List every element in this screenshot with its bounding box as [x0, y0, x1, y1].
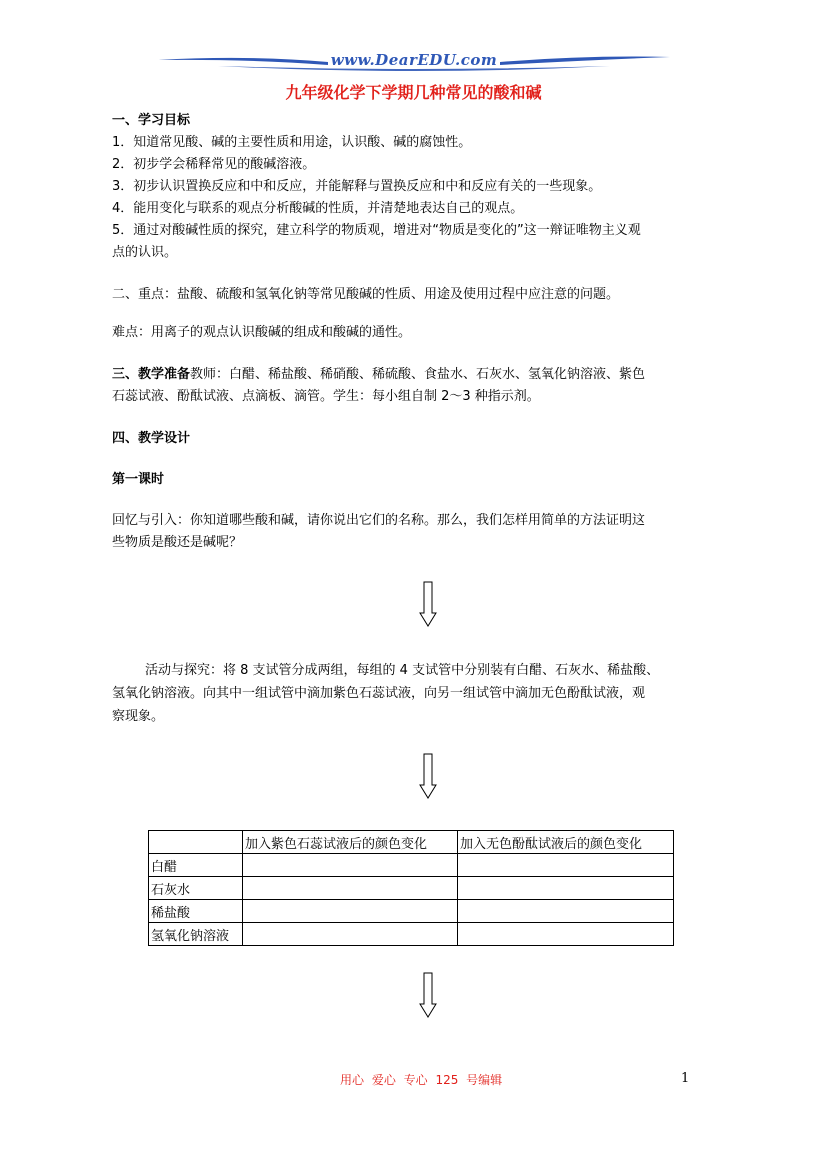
key-points: 二、重点：盐酸、硫酸和氢氧化钠等常见酸碱的性质、用途及使用过程中应注意的问题。 — [112, 287, 620, 302]
prep-heading: 三、教学准备 — [112, 367, 191, 382]
table-cell[interactable] — [458, 900, 674, 923]
intro-line-1: 回忆与引入：你知道哪些酸和碱，请你说出它们的名称。那么，我们怎样用简单的方法证明这 — [112, 513, 646, 528]
table-row — [149, 854, 674, 877]
teaching-prep — [112, 364, 712, 386]
prep-line-2: 石蕊试液、酚酞试液、点滴板、滴管。学生：每小组自制 2～3 种指示剂。 — [112, 389, 540, 404]
activity-line-2: 氢氧化钠溶液。向其中一组试管中滴加紫色石蕊试液，向另一组试管中滴加无色酚酞试液，观 — [112, 686, 646, 701]
row-label: 石灰水 — [149, 877, 243, 900]
table-header-cell — [149, 831, 243, 854]
goal-item-4: 4．能用变化与联系的观点分析酸碱的性质，并清楚地表达自己的观点。 — [112, 201, 524, 216]
design-heading: 四、教学设计 — [112, 431, 191, 446]
goal-item-5-cont: 点的认识。 — [112, 245, 178, 260]
row-label: 白醋 — [149, 854, 243, 877]
observation-table — [148, 830, 674, 946]
footer-slogan: 用心 爱心 专心 125 号编辑 — [340, 1073, 503, 1087]
table-cell[interactable] — [458, 854, 674, 877]
table-cell[interactable] — [458, 877, 674, 900]
site-banner — [158, 50, 670, 76]
down-arrow-icon — [419, 581, 437, 627]
table-cell[interactable] — [243, 854, 458, 877]
difficulty: 难点：用离子的观点认识酸碱的组成和酸碱的通性。 — [112, 325, 412, 340]
down-arrow-icon — [419, 753, 437, 799]
table-cell[interactable] — [243, 877, 458, 900]
table-cell[interactable] — [243, 923, 458, 946]
lesson-heading: 第一课时 — [112, 472, 165, 487]
table-cell[interactable] — [458, 923, 674, 946]
goal-item-1: 1．知道常见酸、碱的主要性质和用途，认识酸、碱的腐蚀性。 — [112, 135, 472, 150]
row-label: 稀盐酸 — [149, 900, 243, 923]
intro-line-2: 些物质是酸还是碱呢？ — [112, 535, 243, 550]
activity-line-3: 察现象。 — [112, 709, 165, 724]
table-row — [149, 923, 674, 946]
goal-item-5: 5．通过对酸碱性质的探究，建立科学的物质观，增进对“物质是变化的”这一辩证唯物主义观 — [112, 223, 641, 238]
table-row — [149, 877, 674, 900]
table-header-cell: 加入无色酚酞试液后的颜色变化 — [458, 831, 674, 854]
table-cell[interactable] — [243, 900, 458, 923]
goal-item-2: 2．初步学会稀释常见的酸碱溶液。 — [112, 157, 316, 172]
table-header-row — [149, 831, 674, 854]
goals-heading: 一、学习目标 — [112, 113, 191, 128]
table-row — [149, 900, 674, 923]
site-url[interactable]: www.DearEDU.com — [330, 51, 498, 69]
page-number: 1 — [681, 1071, 690, 1086]
down-arrow-icon — [419, 972, 437, 1018]
goal-item-3: 3．初步认识置换反应和中和反应，并能解释与置换反应和中和反应有关的一些现象。 — [112, 179, 602, 194]
activity-line-1: 活动与探究：将 8 支试管分成两组，每组的 4 支试管中分别装有白醋、石灰水、稀盐酸、 — [145, 663, 660, 678]
table-header-cell: 加入紫色石蕊试液后的颜色变化 — [243, 831, 458, 854]
row-label: 氢氧化钠溶液 — [149, 923, 243, 946]
document-title: 九年级化学下学期几种常见的酸和碱 — [285, 83, 542, 102]
prep-line-1: 教师：白醋、稀盐酸、稀硝酸、稀硫酸、食盐水、石灰水、氢氧化钠溶液、紫色 — [190, 367, 646, 382]
